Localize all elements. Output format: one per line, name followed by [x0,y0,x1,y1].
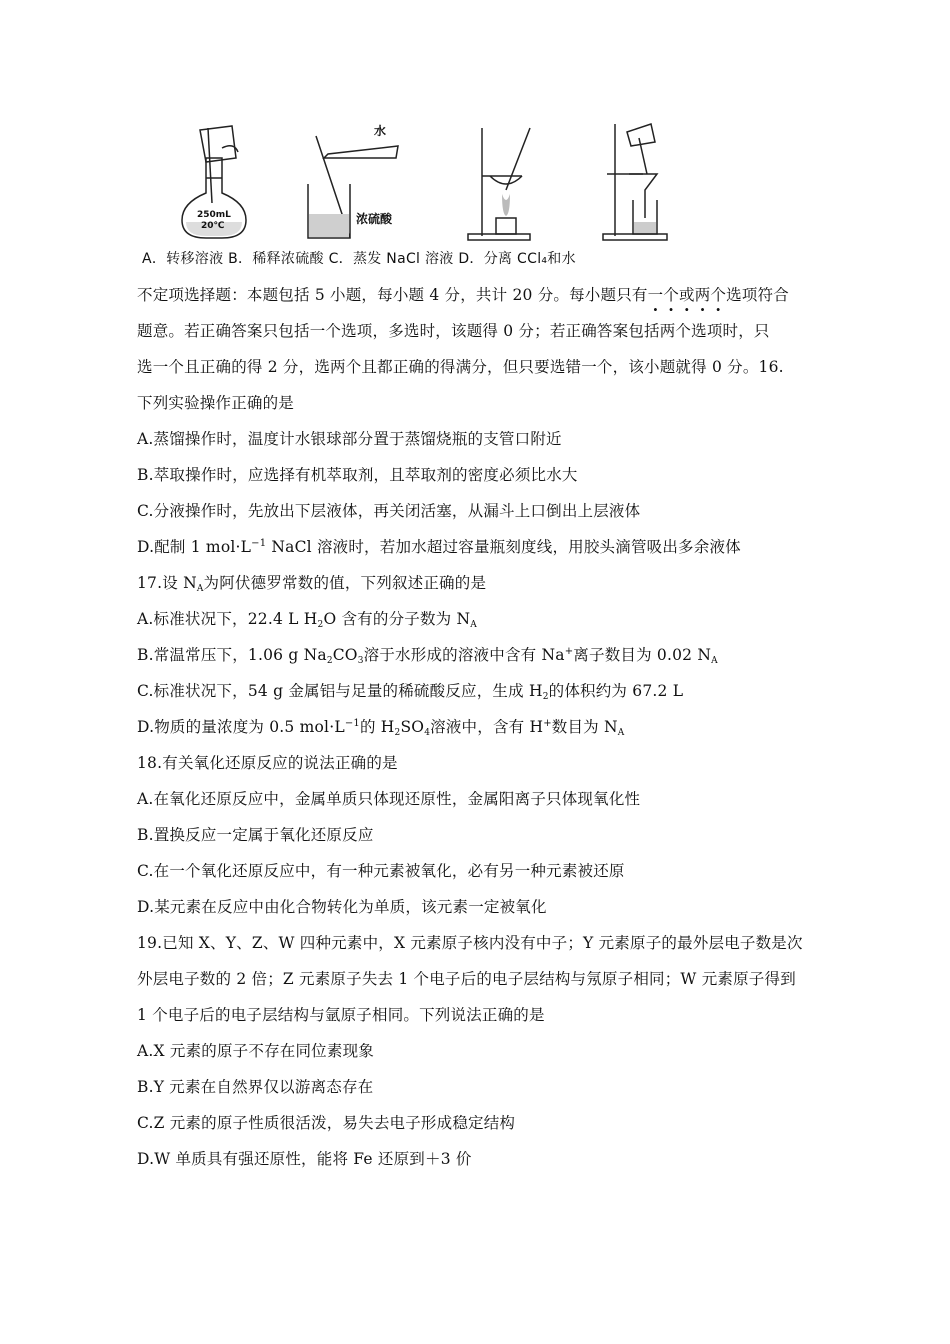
q18-option-d: D.某元素在反应中由化合物转化为单质，该元素一定被氧化 [137,898,547,916]
q18-option-a: A.在氧化还原反应中，金属单质只体现还原性，金属阳离子只体现氧化性 [137,790,641,808]
separation-image [595,118,685,243]
apparatus-figures [140,118,700,248]
emph-char-3: 或 [679,286,695,304]
emph-char-5: 个 [710,286,727,304]
q17-b-text-1: B.常温常压下，1.06 g Na [137,646,327,664]
emph-char-2: 个 [663,286,680,304]
q17-d-text-3: SO [400,718,425,736]
emph-char-4: 两 [694,286,711,304]
q17-d-text-1: D.物质的量浓度为 0.5 mol·L [137,718,345,736]
q17-b-text-4: 离子数目为 0.02 N [573,646,712,664]
q19-option-c: C.Z 元素的原子性质很活泼，易失去电子形成稳定结构 [137,1114,516,1132]
q16-option-a: A.蒸馏操作时，温度计水银球部分置于蒸馏烧瓶的支管口附近 [137,430,562,448]
q19-option-b: B.Y 元素在自然界仅以游离态存在 [137,1078,374,1096]
q17-d-text-5: 数目为 N [551,718,618,736]
q17-option-d [137,715,624,738]
q17-stem-text-2: 为阿伏德罗常数的值，下列叙述正确的是 [203,574,487,592]
q19-option-d: D.W 单质具有强还原性，能将 Fe 还原到＋3 价 [137,1150,472,1168]
figure-c-evaporation [460,118,550,243]
q16-d-sup: −1 [251,538,267,549]
q16-d-text-1: D.配制 1 mol·L [137,538,252,556]
dilution-image [300,118,410,243]
q17-d-sub-2: 4 [424,728,431,738]
q17-b-sub-3: A [711,656,718,666]
intro-line-1-text: 不定项选择题：本题包括 5 小题，每小题 4 分，共计 20 分。每小题只有 [137,286,648,304]
q17-a-sub-2: A [470,620,477,630]
q17-option-c [137,679,683,702]
q17-b-sub-2: 3 [357,656,364,666]
q17-b-text-2: CO [332,646,358,664]
q17-stem-text-1: 17.设 N [137,574,197,592]
q16-d-text-2: NaCl 溶液时，若加水超过容量瓶刻度线，用胶头滴管吸出多余液体 [266,538,741,556]
intro-line-1 [137,283,789,305]
q16-option-c: C.分液操作时，先放出下层液体，再关闭活塞，从漏斗上口倒出上层液体 [137,502,641,520]
q17-c-sub: 2 [542,692,549,702]
q18-stem: 18.有关氧化还原反应的说法正确的是 [137,754,398,772]
q17-stem [137,571,486,594]
q19-stem-line-1: 19.已知 X、Y、Z、W 四种元素中，X 元素原子核内没有中子；Y 元素原子的最外层电子数是次 [137,934,803,952]
q17-option-b [137,643,718,666]
q17-b-sup: + [564,646,574,657]
q18-option-b: B.置换反应一定属于氧化还原反应 [137,826,374,844]
q17-d-text-2: 的 H [359,718,395,736]
q17-a-text-2: O 含有的分子数为 N [323,610,471,628]
q17-b-sub-1: 2 [326,656,333,666]
q17-a-text-1: A.标准状况下，22.4 L H [137,610,318,628]
q16-option-b: B.萃取操作时，应选择有机萃取剂，且萃取剂的密度必须比水大 [137,466,578,484]
emph-char-1: 一 [647,286,664,304]
q19-stem-line-2: 外层电子数的 2 倍；Z 元素原子失去 1 个电子后的电子层结构与氖原子相同；W 元素原子得到 [137,970,796,988]
intro-line-2: 题意。若正确答案只包括一个选项，多选时，该题得 0 分；若正确答案包括两个选项时，只 [137,322,770,340]
figure-b-dilution [300,118,410,243]
intro-line-3: 选一个且正确的得 2 分，选两个且都正确的得满分，但只要选错一个，该小题就得 0 分。16. [137,358,784,376]
q17-d-sub-1: 2 [394,728,401,738]
q17-option-a [137,607,477,630]
q17-b-text-3: 溶于水形成的溶液中含有 Na [363,646,565,664]
q17-c-text-1: C.标准状况下，54 g 金属铝与足量的稀硫酸反应，生成 H [137,682,543,700]
acid-label: 浓硫酸 [356,212,393,226]
water-label: 水 [374,124,387,138]
q16-option-d [137,535,741,557]
q17-d-sup-1: −1 [344,718,360,729]
q17-c-text-2: 的体积约为 67.2 L [548,682,684,700]
figure-a-transfer [170,118,250,243]
q17-a-sub-1: 2 [317,620,324,630]
q16-stem: 下列实验操作正确的是 [137,394,295,412]
q17-d-sub-3: A [617,728,625,738]
intro-line-1-end: 选项符合 [726,286,789,304]
flask-volume-label: 250mL [197,210,231,220]
figure-caption: A．转移溶液 B．稀释浓硫酸 C．蒸发 NaCl 溶液 D．分离 CCl₄和水 [142,251,576,267]
figure-d-separation [595,118,685,243]
q19-stem-line-3: 1 个电子后的电子层结构与氩原子相同。下列说法正确的是 [137,1006,545,1024]
q19-option-a: A.X 元素的原子不存在同位素现象 [137,1042,374,1060]
q17-d-sup-2: + [543,718,552,729]
q17-d-text-4: 溶液中，含有 H [430,718,544,736]
q18-option-c: C.在一个氧化还原反应中，有一种元素被氧化，必有另一种元素被还原 [137,862,625,880]
flask-temp-label: 20℃ [201,221,225,231]
q17-stem-sub: A [196,584,204,594]
evaporation-image [460,118,550,243]
